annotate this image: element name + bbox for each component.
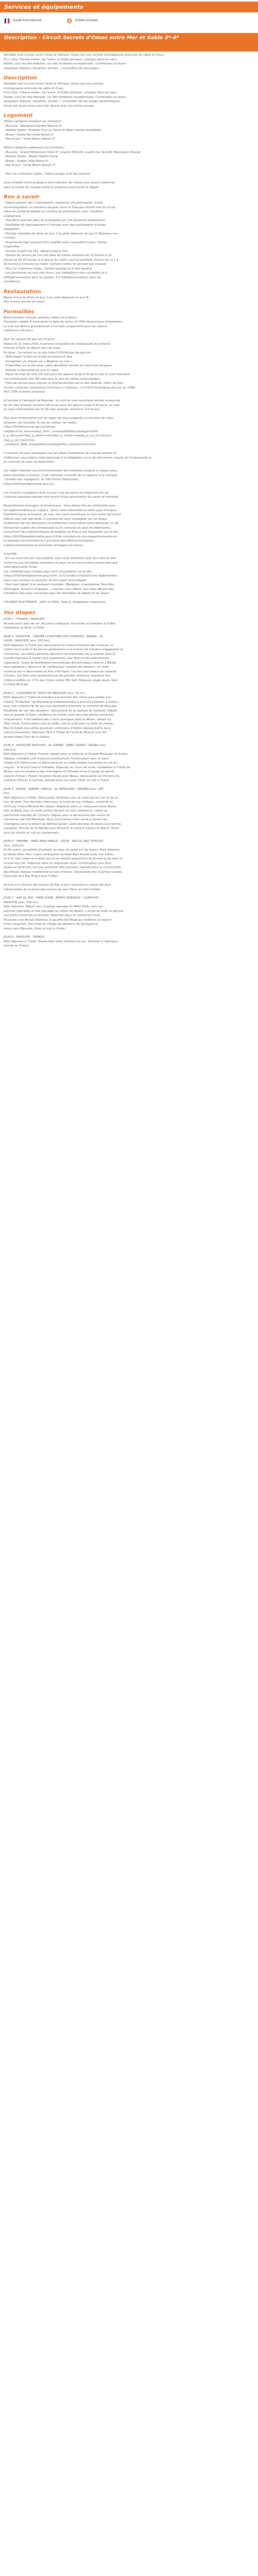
service-label: Visites incluses xyxy=(75,19,98,23)
section-title-logement: Logement xyxy=(4,113,33,118)
etape-day-8: JOUR 8 : MASCATE - FRANCE Petit déjeuner à l'hôtel. Temps libre selon horaires du vol. Transfert à l'aéroport, arrivée en France. xyxy=(4,936,119,947)
etape-day-3: JOUR 3 : CROISIÈRE ET VISITE DE MASCATE (env. 75 km) Petit déjeuner à l'hôtel et transfert à Jousra-bin afin d'être puis guidés à la marina "Al Bandar" de Mascate et embarquement à bord d'un bateau à moteur pour une croisière de 2h qui vous permettra d'admirer la corniche de Mascate. Possibilité de voir des dauphins. Découverte de la capitale du Sultanat. Départ vers la grande Al Alam, résidence du Sultan, puis forts des photos (extérieur uniquement). Il est édifiant des 2 forts portugais Jalali et Mirani, datant du XVIe siècle. Continuation vers la vieille ville et arrêt pour la visite du musée Bait Al Zubair (qui abrite plusieurs collections d'objets représentatifs de la culture omanaise). Déjeuner. Nuit à l'hôtel de l'amit de Muscat (non les locales faites) Fort de la vallées. xyxy=(4,691,119,739)
vos-etapes-title: Vos étapes xyxy=(4,609,36,616)
intro-text: Véritable trait d'union entre l'Inde et l'Afrique, Oman est une contrée montagneuse entourée de sable et d'eau. D'un côté, l'Océan Indien, de l'autre, le Golfe persique ; plongez dans les eaux libides, sous les des baleines, sur des tombants exceptionnels. Contemplez sa faune aquatique (baleine, dauphins, tortues...) et profitez de ces plages ... xyxy=(4,54,165,70)
service-label: Guide francophone xyxy=(13,19,42,23)
etape-day-5: JOUR 5 : NIZWA - JABRIN - BAHLA - AL MANDIZAR - WAHIBA (env. 295 km) Petit déjeuner à l'hôtel. Découverte de Nizwa avec la visite de son fort et de sa tour de guet. Puis des bois (dans pour la visite de son château, construit en 1675 par l'imam Bil'arab bin Sultan. Déjeuner dans un restaurant local. Route vers le Bahla pour un arrêt photos devant son fort (extérieur), classé au patrimoine mondial de l'Unesco. Départ pour la découverte des ruines de l'ancienne cité d'Al Mandizar. Vous continuerez votre route à travers les montagnes pour le désert du Wahiba Sands, vaste étendue de dunes aux teintes orangées. Arrivée au lit Wahiba puis direction le camp à travers le désert. Dîner sous les étoiles et nuit au campement. xyxy=(4,787,121,835)
section-title-description: Description xyxy=(4,75,37,81)
etape-day-4: JOUR 4 : MOSQUÉE MASCATE - AL HAMRA - JEBEL SHAMS - NIZWA (env. 236 km) Petit déjeuner à l'hôtel. Premier départ pour la visite de la Grande Mosquée du Sultan Qaboos, véritable chef d'oeuvre architectural. Continuation vers le vieux village d'Al Hamra pour la découverte de sa vieille longue commune et vue du canyon : le Grand Canyon d'Arabie. Déjeuner en cours de route. Installation à l'hôtel de Nizwa, vers les hauteurs des montagnes et d'Arabie et de la gorge du grand canyon d'Oman. Passer réception Route pour Nizwa, découverte de l'Homme du Sultanat d'Oman à l'arrivée, balade dans son souk. Dîner et nuit à l'hôtel. xyxy=(4,744,131,782)
section-title-bon-a-savoir: Bon à savoir xyxy=(4,194,40,200)
section-text-logement: Hôtels catégorie standard (ou similaire) : - Muscate : Wyndham Garden Muscat 4* - Wahiba Sands : Arabian Oryx ou Sama Al Wasil (tentes standards). - Nizwa : Nizwa Ibis Hotel Nizwa 4* - Ras Al Jinz : Turtle Beach Resort 3* Hôtels catégorie supérieure (ou similaire) : - Muscate : Grand Millennium Hotel 5* (majoré 50/1/26, à partir du 31/1/26, Movenpick Muscat. - Wahiba Sands : Desert Nights Camp - Nizwa : Golden Tulip Nizwa 4* - Ras Al Jinz : Turtle Beach Resort 3* - Pour les chambres triples, l'hôtel partage le lit des parents Liste d'hôtels communiquée à titre indicatif, les hôtels vous seront confirmés dans le carnet de voyage transmis quelques jours avant le départ. xyxy=(4,120,142,189)
tour-icon xyxy=(67,19,72,23)
services-title: Services et équipements xyxy=(4,4,84,10)
section-text-formalites: Ressortissants français (adultes, bébés et enfants) : Passeport valable 6 mois après la date de retour et VISA électronique obligatoires. Le visa est délivré gratuitement à l'arrivée uniquement pour les séjours inférieurs à 14 jours. Pour les séjours de plus de 14 jours : Depuis le 21 mars 2018, le service consulaire de l'ambassade du sultanat d'Oman à Paris ne délivre plus de visas. En ligne : Se rendre sur le site https://XXXXevisa.rop.gov.om - Télécharger le Manuel d'aide procédure E-Visa - Enregistrer un citoyen sur « Register as user » - S'identifier sur le site avec votre identifiant (email) et votre mot de passe - Remplir la demande de visa en ligne - Payer les frais de visa (20 rials pour les séjours jusqu'à 30 jours) par la carte bancaire via le formulaire visa (50 rials pour le visa de visites multi-entrées) - Frais de service pour assurer le fonctionnement de ce site internet, mercl de bien vouloir contacter l'assistance technique à l'adresse : ic1.5503 Oman@rop.gov.om ou +968 993 7194 (numéro omanais). A l'arrivée à l'aéroport de Muscate : le coût du visa touristique entrée unique est de 20 rials omanais (environ 46 euros) pour les séjours jusqu'à 30 jours. Le coût du visa multi-entrées est de 50 rials omanais (environs 117 euros). Pour plus d'information sur les types de visas proposés en fonction de votre situation, de consulter le site du visiteur de visites https://XXXXevisa.rop.gov.om/evisa nslgltb(url=p_id=evisasrcl_hhhl.../visatypeElibility/visatypel-kirfd- p_p_lifecycle=0&p_p_state=normal&p_p_mode=view&p_p_col_id=column- 1&p_p_col_count=1& _visastyrol_WAR_visaeligibilityvisaeligibilityl_myaction=recheck. Il convient de vous renseigner sur les délais d'obtention du visa documents et d'effectuer vous-même votre demande à la délégation cours de démarches auprès de l'ambassade ou du consulat du pays de destination. Les règles relatives aux franchissements des frontières propres à chaque pays étant amenées à évoluer, il est vivement conseillé de se reporter à la rubrique "conseils aux voyageurs" du site France Diplomatie, https://XXXXwwdiplomatie.gouv.fr/... Les mineurs voyageant seuls ou avec une personne ne disposant pas de l'autorité parentale doivent être munis d'une autorisation de sortie de territoire. Ressortissants étrangers et binationaux : Vous devez être en conformité avec les réglementations en vigueur, selon votre nationalité et votre pays d'origine. Possibilité qu'en envoyant, un visa, une carte touristique ou tout autre document officiel vous soit demandé. Il convient de vous renseigner sur les délais d'obtention de ces documents et d'effectuer vous-même votre demande, cf. de démarches auprès de l'ambassade ou du consulat du pays de destination. Concernant des représentations étrangères en France est disponible via ce lien : https://XXXXwwwdiplomatie.gouv.fr/fr/le-ministere-et-son-reseau/annuaires-et- et-adresses-du-ministere-et-l-annuaire-des-affaires-etrangeres- maeannuairesambas-et-consulats-etrangers-en-france/ A NOTER : - En cas d'arrivée par voie postale, nous vous informons que vous devrez être conforme aux formalités sanitaires du pays ou se trouve votre escale ainsi que votre destination finale. Les modalités pour chaque pays sont consultables sur le site https://XXXXwwdiplomatie.gouv.fr/fr/. Le Conseille instituent très réglièrement, nous vous invitons à consulter ce lien avant votre départ. - Pour tout départ d'un aéroport frontalier, (Belgique, Luxembourg, Pays-Bas, Allemagne, Suisse ou Espagne...) veuillez vous référer aux sites officiels des ministères des pays concernés pour les formalités de départ et de retour. COURANT ELECTRIQUE : 240V et 50Hz. Type G. Adaptateur nécessaire. xyxy=(4,316,152,604)
etape-day-6: JOUR 6 : WAHIBA - WADI BANI KHALID - SOUR - RAS AL JINZ TORTUES (env. 229 km) En fin matin, possibilité d'assister au lever du soleil sur les dunes. Petit déjeuner et temps libre. Pour l'oasis verdoyante du Wadi Bani Khalid (sud) une vallée, et si le l'eau claire se avérait qui ne se remplit aujourd'hui de formes juste dans le monde brut les. Déjeuner dans un restaurant local. Continuation vers Sour située en bord mer, est une ancienne ville portuaire réputée pour la construction des Dhows, bateau traditionnel en bois d'Oman. Découverte des chantiers navals. Poursuite vers Ras Al Jinz pour l'hôtel. Arrivée à la réserve des tortues de Ras al Jinz, réservée en saison bal pour l'observation de la ponte des tortues de mer. Dîner et nuit à l'hôtel. xyxy=(4,840,123,891)
services-list xyxy=(0,12,258,25)
section-text-restauration: Repas inclus du dîner du jour 1 au petit-déjeuner du jour 8. Eau incluse durant les repas. xyxy=(4,296,89,303)
section-title-formalites: Formalités xyxy=(4,309,35,315)
services-banner xyxy=(0,2,258,12)
service-item-visits xyxy=(67,17,98,25)
section-text-description: Véritable trait d'union entre l'Inde et l'Afrique, Oman est une contrée montagneuse entourée de sable et d'eau. D'un côté, l'Océan Indien, de l'autre, le Golfe persique ; plongez dans les eaux libides, sous les des baleines, sur des tombants exceptionnels. Contemplez sa faune aquatique (baleine, dauphins, tortues...) et profitez de ces plages paradisiaques. Oman est aussi connu pour son désert avec ses dunes orange. xyxy=(4,82,126,108)
description-banner-title: Description - Circuit Secrets d'Oman entre Mer et Sable 3*-4* xyxy=(4,35,179,41)
etape-day-7: JOUR 7 : RAS AL JINZ - WADI SHAB - BIMAH SINKHOLE - QURAYYAT - MASCATE (env. 292 km) Petit déjeuner. Départ vers la gorge sauvage du Wadi Shab, avec ses piscines naturelles et ses cascades au milieu du désert. L'accès au wadi se fait par une petite traversée en barque. Déjeuner dans un restaurant local. Poursuite vers Bimah Sinkhole, le gouffre de Dibab qui renferme un bassin d'eau turquoise. Puis arrêt au village de pêcheurs de Qurayyat et retour vers Mascate. Dîner et nuit à l'hôtel. xyxy=(4,896,124,930)
content xyxy=(0,53,258,948)
description-banner xyxy=(0,33,258,52)
section-title-restauration: Restauration xyxy=(4,289,41,295)
service-item-guide xyxy=(4,17,41,25)
etape-day-1: JOUR 1 : FRANCE / MASCATE Arrivée selon plan de vol. Accueil à l'aéroport, formalités et transfert à l'hôtel. Installation et dîner à l'hôtel. xyxy=(4,618,117,630)
flag-icon xyxy=(4,18,10,24)
section-text-bon-a-savoir: - Départ garanti dès 2 participants, maximum 24 participants. Guide accompagnateur en plusieurs langues (dont le français) durant tout le circuit, véhicule climatisé adapté au nombre de participants, avec chauffeur anglophone. - Transferts assurés (être accompagnés par une personne anglophone. - Possibilité de regroupement à l'arrivée avec des participants d'autres voyagistes. - Période complète du dîner du jour 1 au petit déjeuner du jour 8. Boissons non incluses. - Programme type pouvant être modifié selon impératifs locaux. Visites respectées. - Arrivée à partir de 14h, départ jusqu'à 15h. - Heures de service de l'accord dans les hôtels standard de 12 heures à 15 heures et de 18 heures à 3 heures du matin, sauf le vendredi, heures de 12 h à 16 heures à 3 heures du matin. Certains hôtels ne servent pas d'alcool. - Pour les chambres triples, l'enfant partage le lit des parents - Les pourboires ne sont pas inclus, une obligations mais conseillés (e 8 USD/personne/jour pour les guides, 4-5 USD/personne/jour pour les chauffeurs). xyxy=(4,201,119,283)
etape-day-2: JOUR 2 : MASCATE - CENTRE D'HISTOIRE DES SCIENCES - BARKA - AL HAZM - MASCATE (env. 325 km) Petit déjeuner à l'hôtel puis découverte du centre d'histoire des sciences, le centre vous invite à les jeunes générations à la science de manière engageante et interactive. Les élèves peuvent découvrir les merveilles de la science dans le monde islamique à travers des expositions, des films et des événements importants. Visite de fortification reconstituée des principaux sites et à Barka. Vous passerez y découvrir de nombreuses variétés de poissons. La visite continue par la découverte du Fort d'Al Hazm, l'un des plus beaux du sultanat d'Oman. Les forts sont seulement par de grandes colonnes, imposant fort militaire édifiée en 1711 par l'imam sultan Bin Saif. Déjeuner plage repas. Nuit à l'hôtel Muscate. xyxy=(4,635,123,686)
